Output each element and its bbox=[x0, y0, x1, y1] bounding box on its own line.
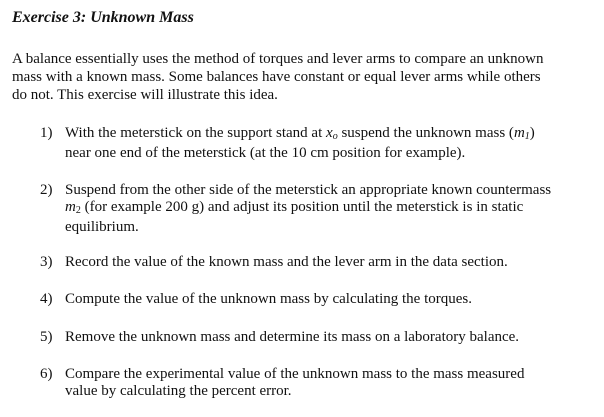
step-line: Suspend from the other side of the meterstick an appropriate known countermass bbox=[65, 182, 552, 198]
step-text bbox=[65, 254, 590, 271]
step-line: Compare the experimental value of the unknown mass to the mass measured bbox=[65, 366, 525, 382]
subscript-2: 2 bbox=[75, 205, 81, 216]
step-text-part: (for example 200 g) and adjust its position until the meterstick is in static bbox=[80, 199, 524, 215]
intro-line: mass with a known mass. Some balances have constant or equal lever arms while others bbox=[12, 69, 541, 85]
step-line: Compute the value of the unknown mass by calculating the torques. bbox=[65, 291, 472, 307]
subscript-o: o bbox=[332, 131, 338, 142]
step-text-part: suspend the unknown mass ( bbox=[337, 125, 514, 141]
step-line bbox=[65, 199, 590, 219]
exercise-title: Exercise 3: Unknown Mass bbox=[12, 9, 194, 26]
step-number: 4) bbox=[40, 291, 53, 307]
step-line: equilibrium. bbox=[65, 219, 139, 235]
step-line: Remove the unknown mass and determine its mass on a laboratory balance. bbox=[65, 329, 520, 345]
step-text bbox=[65, 182, 590, 236]
step-line: Record the value of the known mass and the lever arm in the data section. bbox=[65, 254, 508, 270]
subscript-1: 1 bbox=[524, 131, 530, 142]
step-text-part: ) bbox=[529, 125, 535, 141]
step-line: value by calculating the percent error. bbox=[65, 383, 292, 399]
step-text-part: With the meterstick on the support stand at bbox=[65, 125, 327, 141]
step-text bbox=[65, 125, 590, 162]
step-number: 1) bbox=[40, 125, 53, 141]
step-text bbox=[65, 329, 590, 346]
step-text bbox=[65, 291, 590, 308]
intro-paragraph bbox=[12, 50, 592, 104]
step-line bbox=[65, 125, 590, 145]
step-number: 3) bbox=[40, 254, 53, 270]
step-text bbox=[65, 366, 590, 400]
step-line: near one end of the meterstick (at the 10 cm position for example). bbox=[65, 145, 466, 161]
intro-line: do not. This exercise will illustrate this idea. bbox=[12, 87, 278, 103]
intro-line: A balance essentially uses the method of torques and lever arms to compare an unknown bbox=[12, 51, 544, 67]
variable-x: x bbox=[326, 125, 333, 141]
step-number: 5) bbox=[40, 329, 53, 345]
step-number: 2) bbox=[40, 182, 53, 198]
variable-m: m bbox=[65, 199, 76, 215]
step-number: 6) bbox=[40, 366, 53, 382]
variable-m: m bbox=[513, 125, 525, 141]
